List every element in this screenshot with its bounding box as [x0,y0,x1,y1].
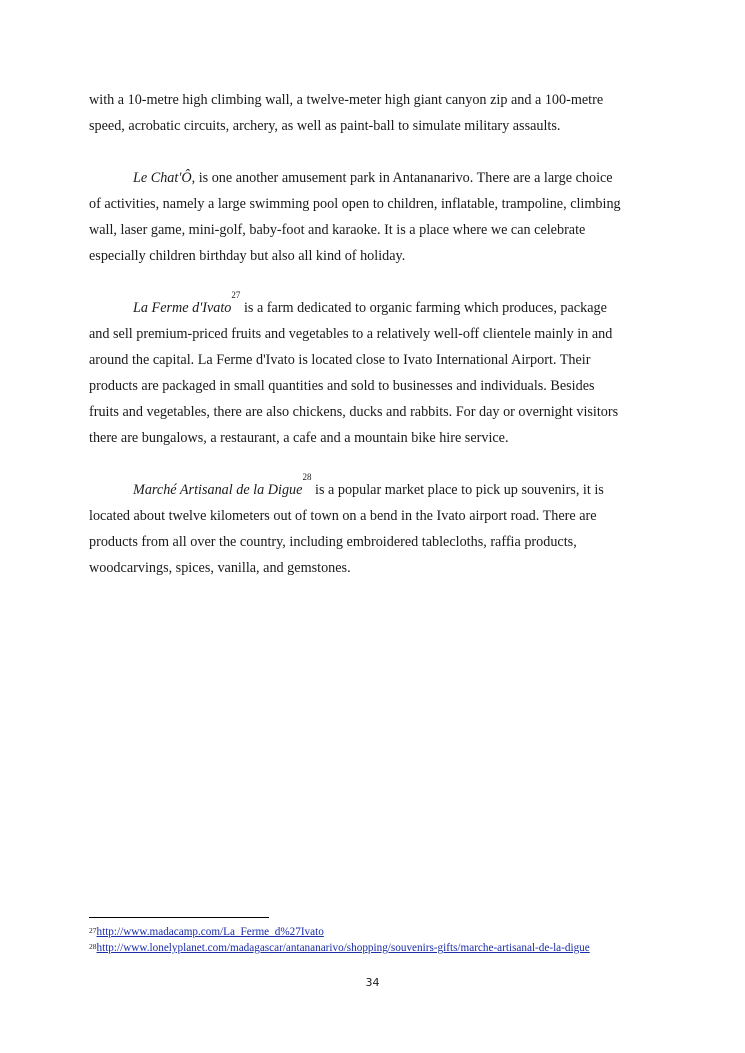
text-line: with a 10-metre high climbing wall, a twelve-meter high giant canyon zip and a 100-metre [89,92,604,108]
text-line: around the capital. La Ferme d'Ivato is located close to Ivato International Airport. Their [89,352,591,368]
text-line: of activities, namely a large swimming pool open to children, inflatable, trampoline, climbing [89,196,621,212]
footnote-27 [89,924,659,940]
footnote-ref-28[interactable]: 28 [302,472,312,482]
footnote-mark: 28 [89,942,97,951]
footnote-separator [89,917,269,918]
text-line: there are bungalows, a restaurant, a cafe and a mountain bike hire service. [89,430,509,446]
text-line [89,472,655,503]
paragraph-continuation [89,87,655,139]
body-text [89,87,655,581]
text-line [89,290,655,321]
text-line: speed, acrobatic circuits, archery, as well as paint-ball to simulate military assaults. [89,118,561,134]
text-line: located about twelve kilometers out of town on a bend in the Ivato airport road. There are [89,508,597,524]
place-title: Le Chat'Ô [133,170,192,186]
paragraph-marche-artisanal [89,472,655,581]
place-title: La Ferme d'Ivato [133,300,232,316]
paragraph-le-chat-o [89,165,655,269]
text-span: , is one another amusement park in Antananarivo. There are a large choice [191,170,613,186]
text-line: wall, laser game, mini-golf, baby-foot and karaoke. It is a place where we can celebrate [89,222,586,238]
footnote-28 [89,940,659,956]
footnote-link[interactable]: http://www.madacamp.com/La_Ferme_d%27Ivato [96,926,324,938]
paragraph-la-ferme-divato [89,290,655,451]
place-title: Marché Artisanal de la Digue [133,482,303,498]
text-line: especially children birthday but also all kind of holiday. [89,248,406,264]
footnote-mark: 27 [89,926,97,935]
text-line: products from all over the country, including embroidered tablecloths, raffia products, [89,534,577,550]
text-line: fruits and vegetables, there are also chickens, ducks and rabbits. For day or overnight visitors [89,404,619,420]
text-line: products are packaged in small quantities and sold to businesses and individuals. Besides [89,378,595,394]
page-number: 34 [365,976,380,989]
text-span: is a farm dedicated to organic farming which produces, package [240,300,607,316]
text-span: is a popular market place to pick up souvenirs, it is [311,482,604,498]
text-line: and sell premium-priced fruits and vegetables to a relatively well-off clientele mainly in and [89,326,613,342]
text-line: woodcarvings, spices, vanilla, and gemstones. [89,560,351,576]
footnote-ref-27[interactable]: 27 [231,290,241,300]
footnotes [89,924,659,956]
text-line [89,165,655,191]
footnote-link[interactable]: http://www.lonelyplanet.com/madagascar/antananarivo/shopping/souvenirs-gifts/marche-artisanal-de-la-digue [96,942,590,954]
